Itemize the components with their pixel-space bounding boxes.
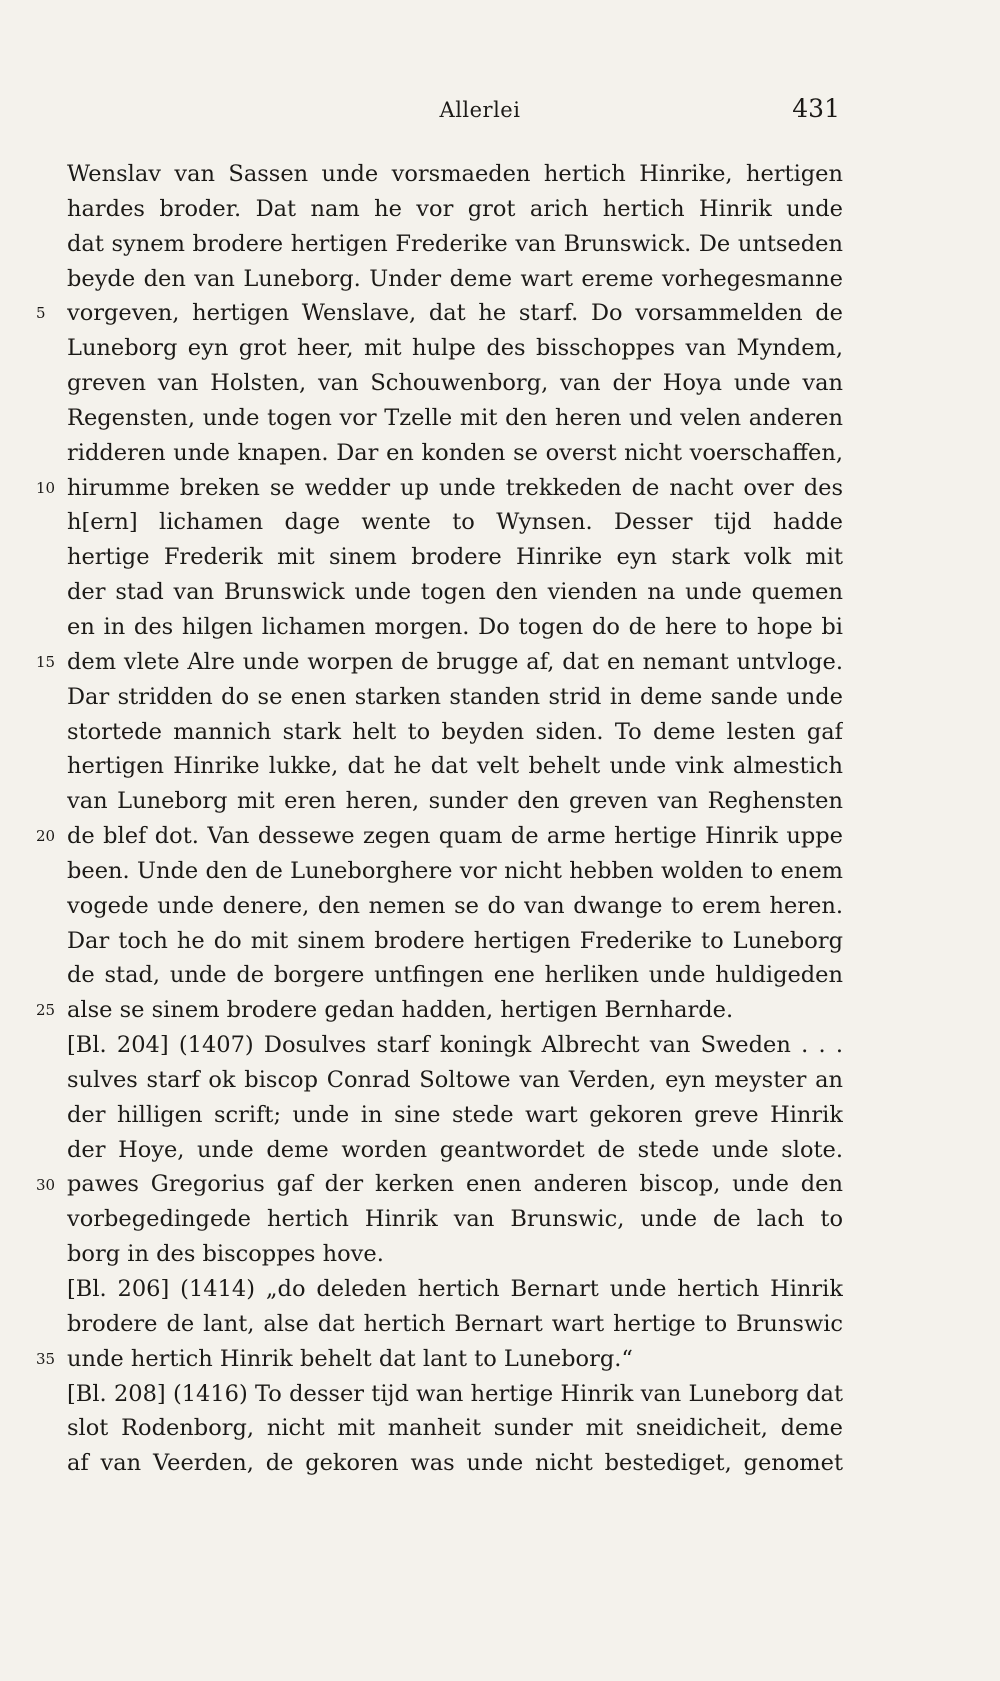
body-text [67, 157, 843, 1481]
text-line-content: Luneborg eyn grot heer, mit hulpe des bisschoppes van Myndem, [67, 335, 843, 362]
text-line [67, 192, 843, 227]
text-line [67, 575, 843, 610]
text-line-content: der Hoye, unde deme worden geantwordet de stede unde slote. [67, 1136, 843, 1163]
text-line-content: de blef dot. Van dessewe zegen quam de arme hertige Hinrik uppe [67, 823, 843, 850]
text-line-content: sulves starf ok biscop Conrad Soltowe van Verden, eyn meyster an [67, 1066, 843, 1093]
text-line-content: Regensten, unde togen vor Tzelle mit den heren und velen anderen [67, 404, 843, 431]
text-line-content: [Bl. 206] (1414) „do deleden hertich Bernart unde hertich Hinrik [67, 1276, 843, 1302]
text-line-content: van Luneborg mit eren heren, sunder den greven van Reghensten [67, 788, 843, 815]
line-number [36, 227, 62, 262]
page-number: 431 [792, 94, 840, 123]
text-line [67, 1446, 843, 1481]
line-number: 20 [36, 827, 56, 846]
text-line [67, 958, 843, 993]
text-line-content: beyde den van Luneborg. Under deme wart ereme vorhegesmanne [67, 265, 843, 292]
line-number [36, 854, 62, 889]
line-number [36, 959, 62, 994]
text-line-content: h[ern] lichamen dage wente to Wynsen. Desser tijd hadde [67, 509, 843, 536]
text-line-content: der stad van Brunswick unde togen den vienden na unde quemen [67, 579, 843, 606]
text-line-content: greven van Holsten, van Schouwenborg, van der Hoya unde van [67, 370, 843, 397]
text-line [67, 1272, 843, 1307]
line-number: 30 [36, 1175, 56, 1194]
text-line-content: de stad, unde de borgere untfingen ene herliken unde huldigeden [67, 962, 843, 989]
text-line [67, 1063, 843, 1098]
text-line [67, 1342, 843, 1377]
line-number [36, 157, 62, 192]
text-line [67, 1202, 843, 1237]
line-number [36, 331, 62, 366]
text-line-content: vorbegedingede hertich Hinrik van Brunswic, unde de lach to [67, 1206, 843, 1233]
text-line [67, 610, 843, 645]
text-line-content: pawes Gregorius gaf der kerken enen anderen biscop, unde den [67, 1171, 843, 1198]
line-number [36, 1377, 62, 1412]
text-line-content: vogede unde denere, den nemen se do van dwange to erem heren. [67, 892, 843, 919]
line-number [36, 1028, 62, 1063]
text-line [67, 924, 843, 959]
line-number [36, 784, 62, 819]
text-line-content: alse se sinem brodere gedan hadden, hertigen Bernharde. [67, 997, 734, 1024]
line-number: 15 [36, 652, 56, 671]
text-line [67, 436, 843, 471]
text-line [67, 854, 843, 889]
text-line [67, 993, 843, 1028]
line-number [36, 1446, 62, 1481]
text-line [67, 1167, 843, 1202]
line-number [36, 1203, 62, 1238]
text-line-content: Dar toch he do mit sinem brodere hertigen Frederike to Luneborg [67, 927, 843, 954]
line-number [36, 1133, 62, 1168]
text-line [67, 401, 843, 436]
text-line-content: ridderen unde knapen. Dar en konden se overst nicht voerschaffen, [67, 439, 843, 466]
text-line [67, 1237, 843, 1272]
text-line [67, 1028, 843, 1063]
text-line [67, 366, 843, 401]
text-line [67, 749, 843, 784]
text-line [67, 227, 843, 262]
text-line [67, 889, 843, 924]
text-line [67, 819, 843, 854]
text-line-content: stortede mannich stark helt to beyden siden. To deme lesten gaf [67, 718, 843, 745]
text-line-content: hirumme breken se wedder up unde trekkeden de nacht over des [67, 474, 843, 501]
text-line-content: Wenslav van Sassen unde vorsmaeden hertich Hinrike, hertigen [67, 161, 843, 187]
text-line-content: der hilligen scrift; unde in sine stede wart gekoren greve Hinrik [67, 1101, 843, 1128]
line-number [36, 401, 62, 436]
text-line [67, 157, 843, 192]
text-line [67, 715, 843, 750]
line-number [36, 192, 62, 227]
line-number [36, 1063, 62, 1098]
text-line [67, 540, 843, 575]
line-number [36, 1272, 62, 1307]
line-number [36, 366, 62, 401]
line-number [36, 924, 62, 959]
text-line [67, 1098, 843, 1133]
line-number: 10 [36, 478, 56, 497]
line-number [36, 1098, 62, 1133]
text-line-content: en in des hilgen lichamen morgen. Do togen do de here to hope bi [67, 613, 843, 640]
line-number [36, 436, 62, 471]
line-number [36, 1307, 62, 1342]
text-line-content: dem vlete Alre unde worpen de brugge af, dat en nemant untvloge. [67, 648, 843, 675]
line-number [36, 680, 62, 715]
line-number: 25 [36, 1001, 56, 1020]
line-number [36, 506, 62, 541]
text-line-content: hardes broder. Dat nam he vor grot arich hertich Hinrik unde [67, 195, 843, 222]
line-number [36, 575, 62, 610]
text-line-content: unde hertich Hinrik behelt dat lant to Luneborg.“ [67, 1345, 633, 1372]
text-line [67, 645, 843, 680]
text-line-content: dat synem brodere hertigen Frederike van Brunswick. De untseden [67, 230, 843, 257]
text-line-content: [Bl. 208] (1416) To desser tijd wan hertige Hinrik van Luneborg dat [67, 1380, 843, 1407]
text-line [67, 331, 843, 366]
line-number [36, 749, 62, 784]
line-number: 5 [36, 304, 46, 323]
text-line [67, 784, 843, 819]
text-line [67, 505, 843, 540]
line-number [36, 715, 62, 750]
text-line [67, 296, 843, 331]
text-line-content: brodere de lant, alse dat hertich Bernart wart hertige to Brunswic [67, 1310, 843, 1337]
text-line [67, 1307, 843, 1342]
running-title: Allerlei [439, 98, 521, 122]
text-line-content: hertigen Hinrike lukke, dat he dat velt behelt unde vink almestich [67, 753, 843, 780]
line-number [36, 1412, 62, 1447]
line-number [36, 540, 62, 575]
text-line [67, 680, 843, 715]
text-line [67, 1411, 843, 1446]
line-number [36, 1237, 62, 1272]
text-line [67, 471, 843, 506]
text-line-content: vorgeven, hertigen Wenslave, dat he starf. Do vorsammelden de [67, 300, 843, 327]
text-line-content: [Bl. 204] (1407) Dosulves starf koningk Albrecht van Sweden . . . [67, 1032, 843, 1059]
text-line-content: af van Veerden, de gekoren was unde nicht bestediget, genomet [67, 1450, 843, 1477]
line-number [36, 262, 62, 297]
text-line-content: Dar stridden do se enen starken standen strid in deme sande unde [67, 683, 843, 710]
line-number [36, 610, 62, 645]
text-line-content: hertige Frederik mit sinem brodere Hinrike eyn stark volk mit [67, 544, 843, 571]
text-line [67, 1133, 843, 1168]
line-number [36, 889, 62, 924]
text-line-content: slot Rodenborg, nicht mit manheit sunder mit sneidicheit, deme [67, 1415, 843, 1442]
text-line [67, 1377, 843, 1412]
text-line-content: been. Unde den de Luneborghere vor nicht hebben wolden to enem [67, 857, 843, 884]
line-number: 35 [36, 1349, 56, 1368]
text-line [67, 262, 843, 297]
text-line-content: borg in des biscoppes hove. [67, 1241, 384, 1268]
